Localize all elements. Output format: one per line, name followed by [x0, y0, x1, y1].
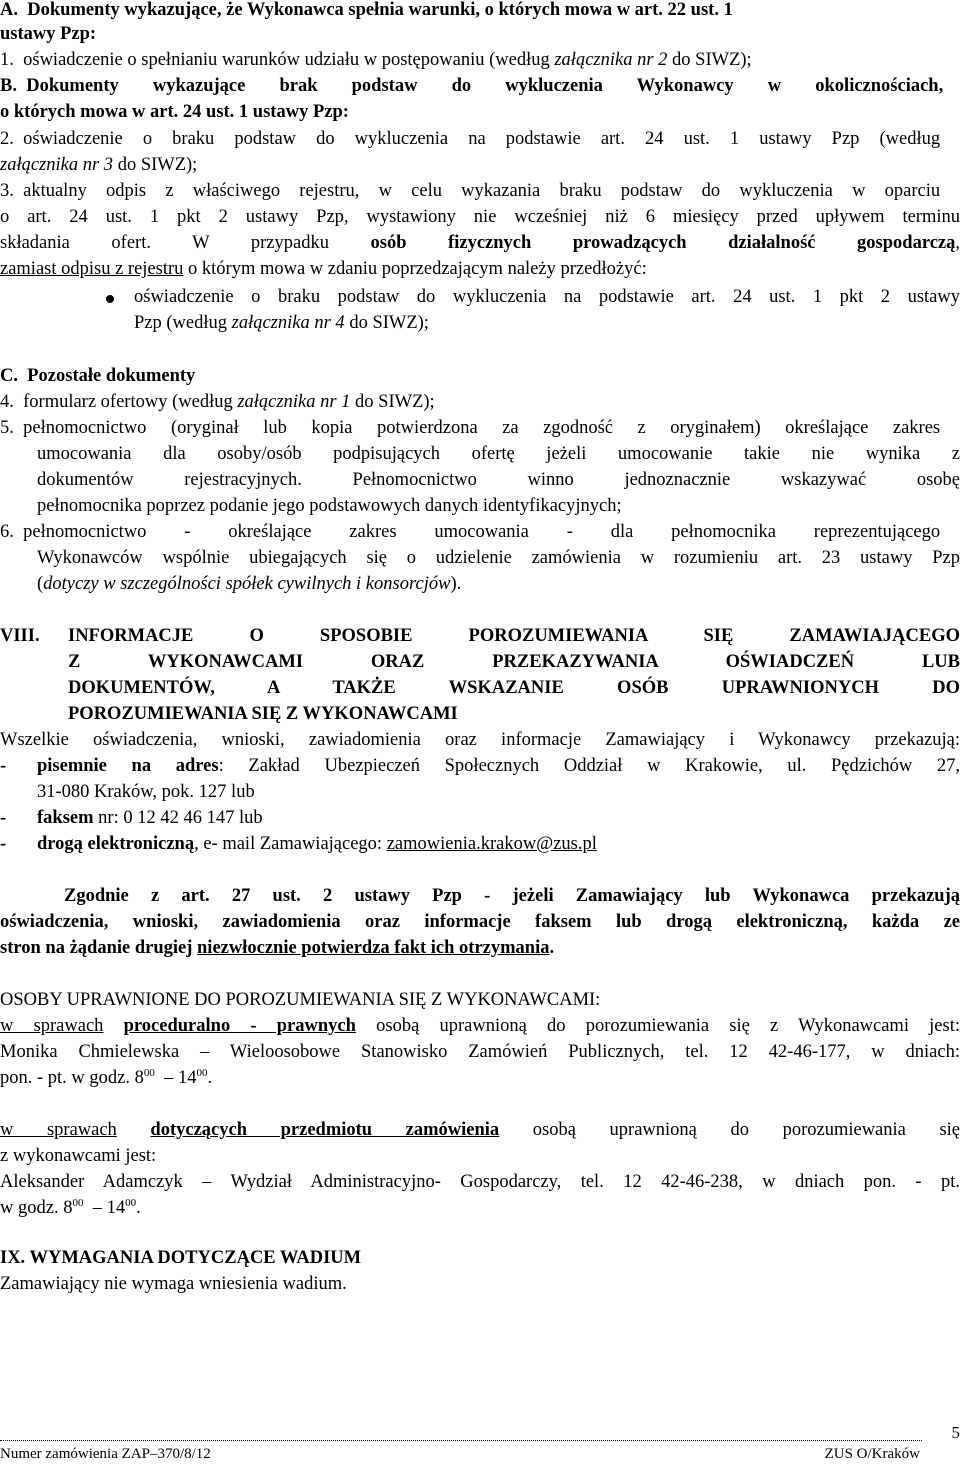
- legal-note-l3: stron na żądanie drugiej niezwłocznie potwierdza fakt ich otrzymania.: [0, 938, 555, 958]
- list-item-6: 6. pełnomocnictwo - określające zakres umocowania - dla pełnomocnika reprezentującego: [0, 522, 941, 542]
- list-item-1: 1. oświadczenie o spełnianiu warunków udziału w postępowaniu (według załącznika nr 2 do SIWZ);: [0, 50, 752, 70]
- dash-marker: -: [0, 808, 7, 828]
- channel-post: pisemnie na adres: Zakład Ubezpieczeń Społecznych Oddział w Krakowie, ul. Pędzichów 27,: [37, 756, 960, 776]
- person-2-details: Aleksander Adamczyk – Wydział Administracyjno- Gospodarczy, tel. 12 42-46-238, w dniach pon. - pt.: [0, 1172, 960, 1192]
- list-item-3-line3: składania ofert. W przypadku osób fizycznych prowadzących działalność gospodarczą,: [0, 233, 960, 253]
- channel-fax: faksem nr: 0 12 42 46 147 lub: [37, 808, 263, 828]
- person-1-scope: w sprawach proceduralno - prawnych osobą uprawnioną do porozumiewania się z Wykonawcami jest:: [0, 1016, 960, 1036]
- bullet-icon: [106, 295, 114, 303]
- person-1-details: Monika Chmielewska – Wieloosobowe Stanowisko Zamówień Publicznych, tel. 12 42-46-177, w dniach:: [0, 1042, 960, 1062]
- bullet-item: oświadczenie o braku podstaw do wykluczenia na podstawie art. 24 ust. 1 pkt 2 ustawy: [134, 287, 960, 307]
- person-2-scope: w sprawach dotyczących przedmiotu zamówienia osobą uprawnioną do porozumiewania się: [0, 1120, 960, 1140]
- bullet-item-cont: Pzp (według załącznika nr 4 do SIWZ);: [134, 313, 429, 333]
- footer-office: ZUS O/Kraków: [824, 1446, 920, 1462]
- section-viii-heading: INFORMACJE O SPOSOBIE POROZUMIEWANIA SIĘ ZAMAWIAJĄCEGO: [68, 626, 960, 646]
- list-item-2-cont: załącznika nr 3 do SIWZ);: [0, 155, 198, 175]
- person-1-hours: pon. - pt. w godz. $8^{00} - 14^{00}$.: [0, 1067, 213, 1088]
- list-item-3-line2: o art. 24 ust. 1 pkt 2 ustawy Pzp, wystawiony nie wcześniej niż 6 miesięcy przed upływem terminu: [0, 207, 960, 227]
- section-viii-label: VIII.: [0, 626, 40, 646]
- list-item-3: 3. aktualny odpis z właściwego rejestru, w celu wykazania braku podstaw do wykluczenia w oparciu: [0, 181, 941, 201]
- authorized-persons-heading: OSOBY UPRAWNIONE DO POROZUMIEWANIA SIĘ Z WYKONAWCAMI:: [0, 990, 601, 1010]
- dash-marker: -: [0, 834, 7, 854]
- legal-note-l2: oświadczenia, wnioski, zawiadomienia oraz informacje faksem lub drogą elektroniczną, każda ze: [0, 912, 960, 932]
- channel-post-cont: 31-080 Kraków, pok. 127 lub: [37, 782, 255, 802]
- section-a-heading-cont: ustawy Pzp:: [0, 24, 97, 44]
- dash-marker: -: [0, 756, 7, 776]
- page-number: 5: [951, 1423, 960, 1442]
- list-item-5: 5. pełnomocnictwo (oryginał lub kopia potwierdzona za zgodność z oryginałem) określające zakres: [0, 418, 941, 438]
- list-item-6-line3: (dotyczy w szczególności spółek cywilnych i konsorcjów).: [37, 574, 462, 594]
- list-item-6-line2: Wykonawców wspólnie ubiegających się o udzielenie zamówienia w rozumieniu art. 23 ustawy Pzp: [37, 548, 960, 568]
- list-item-3-line4: zamiast odpisu z rejestru o którym mowa w zdaniu poprzedzającym należy przedłożyć:: [0, 259, 647, 279]
- person-2-scope-cont: z wykonawcami jest:: [0, 1146, 157, 1166]
- section-a-heading: A. Dokumenty wykazujące, że Wykonawca spełnia warunki, o których mowa w art. 22 ust. 1: [0, 0, 733, 20]
- communication-intro: Wszelkie oświadczenia, wnioski, zawiadomienia oraz informacje Zamawiający i Wykonawcy przekazują:: [0, 730, 960, 750]
- footer-divider: [0, 1440, 922, 1441]
- section-b-heading: B. Dokumenty wykazujące brak podstaw do wykluczenia Wykonawcy w okolicznościach,: [0, 76, 944, 96]
- channel-email: drogą elektroniczną, e- mail Zamawiającego: zamowienia.krakow@zus.pl: [37, 834, 597, 854]
- list-item-5-line3: dokumentów rejestracyjnych. Pełnomocnictwo winno jednoznacznie wskazywać osobę: [37, 470, 960, 490]
- footer-order-number: Numer zamówienia ZAP–370/8/12: [0, 1446, 211, 1462]
- section-viii-heading-l4: POROZUMIEWANIA SIĘ Z WYKONAWCAMI: [68, 704, 458, 724]
- email-link[interactable]: zamowienia.krakow@zus.pl: [386, 834, 597, 854]
- section-ix-heading: IX. WYMAGANIA DOTYCZĄCE WADIUM: [0, 1248, 362, 1268]
- section-c-heading: C. Pozostałe dokumenty: [0, 366, 196, 386]
- list-item-5-line4: pełnomocnika poprzez podanie jego podstawowych danych identyfikacyjnych;: [37, 496, 622, 516]
- list-item-2: 2. oświadczenie o braku podstaw do wykluczenia na podstawie art. 24 ust. 1 ustawy Pzp (według: [0, 129, 941, 149]
- section-b-heading-cont: o których mowa w art. 24 ust. 1 ustawy Pzp:: [0, 102, 349, 122]
- list-item-5-line2: umocowania dla osoby/osób podpisujących ofertę jeżeli umocowanie takie nie wynika z: [37, 444, 960, 464]
- section-viii-heading-l2: Z WYKONAWCAMI ORAZ PRZEKAZYWANIA OŚWIADCZEŃ LUB: [68, 652, 960, 672]
- person-2-hours: w godz. $8^{00} - 14^{00}$.: [0, 1197, 141, 1218]
- section-ix-text: Zamawiający nie wymaga wniesienia wadium.: [0, 1274, 347, 1294]
- section-viii-heading-l3: DOKUMENTÓW, A TAKŻE WSKAZANIE OSÓB UPRAWNIONYCH DO: [68, 678, 960, 698]
- legal-note: Zgodnie z art. 27 ust. 2 ustawy Pzp - jeżeli Zamawiający lub Wykonawca przekazują: [64, 886, 960, 906]
- list-item-4: 4. formularz ofertowy (według załącznika nr 1 do SIWZ);: [0, 392, 435, 412]
